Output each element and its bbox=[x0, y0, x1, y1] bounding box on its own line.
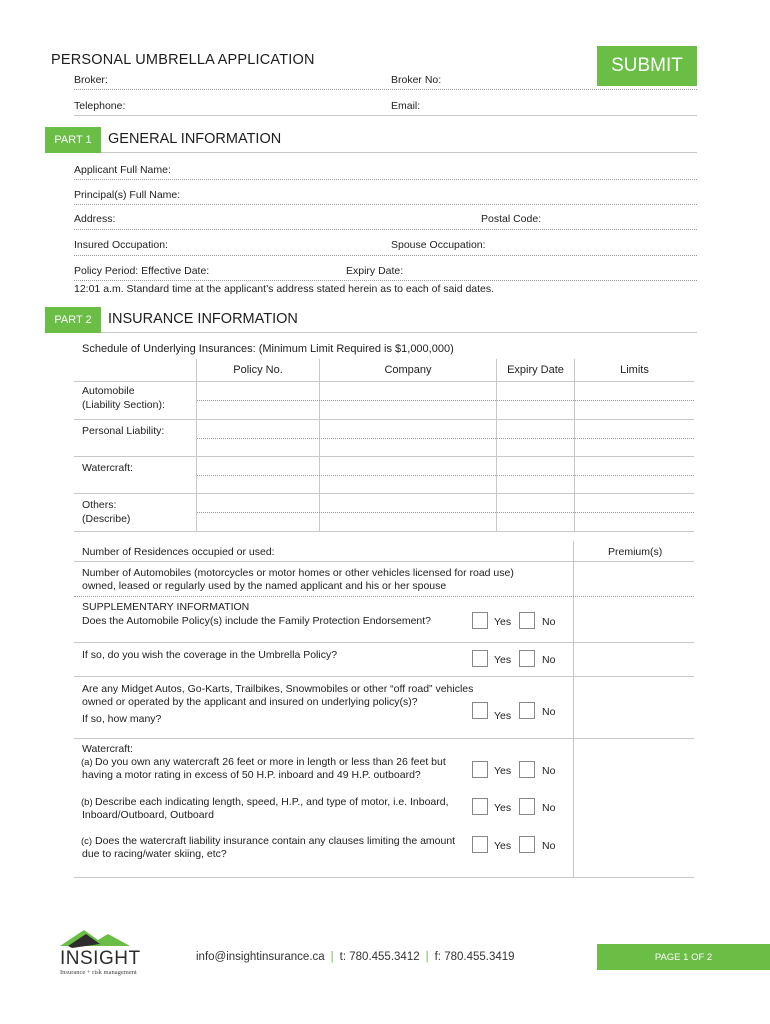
divider bbox=[197, 400, 694, 401]
question-watercraft-c-line2: due to racing/water skiing, etc? bbox=[82, 848, 227, 860]
divider bbox=[74, 531, 694, 532]
divider bbox=[74, 381, 694, 382]
part1-tab: PART 1 bbox=[45, 127, 101, 153]
divider bbox=[573, 541, 574, 878]
applicant-name-field[interactable] bbox=[172, 163, 692, 177]
separator: | bbox=[330, 951, 334, 963]
family-no-checkbox[interactable] bbox=[519, 612, 535, 629]
divider bbox=[74, 115, 697, 116]
email-field[interactable] bbox=[421, 99, 691, 113]
offroad-yes-checkbox[interactable] bbox=[472, 702, 488, 719]
offroad-no-checkbox[interactable] bbox=[519, 702, 535, 719]
no-label: No bbox=[542, 654, 556, 666]
question-watercraft-c: Does the watercraft liability insurance contain any clauses limiting the amount bbox=[95, 835, 456, 847]
no-label: No bbox=[542, 802, 556, 814]
watercraft-c-yes-checkbox[interactable] bbox=[472, 836, 488, 853]
separator: | bbox=[425, 951, 429, 963]
col-company: Company bbox=[384, 364, 432, 376]
divider bbox=[496, 359, 497, 532]
contact-fax: f: 780.455.3419 bbox=[434, 951, 515, 963]
question-watercraft-a-line2: having a motor rating in excess of 50 H.P. inboard and 49 H.P. outboard? bbox=[82, 769, 421, 781]
watercraft-a-no-checkbox[interactable] bbox=[519, 761, 535, 778]
part2-title: INSURANCE INFORMATION bbox=[108, 311, 298, 327]
yes-label: Yes bbox=[494, 840, 512, 852]
divider bbox=[319, 359, 320, 532]
part1-title: GENERAL INFORMATION bbox=[108, 131, 282, 147]
yes-label: Yes bbox=[494, 802, 512, 814]
divider bbox=[197, 512, 694, 513]
divider bbox=[574, 359, 575, 532]
logo-tagline: Insurance + risk management bbox=[60, 969, 137, 976]
address-label: Address: bbox=[74, 213, 116, 225]
row-others-label: Others: bbox=[82, 499, 117, 511]
telephone-field[interactable] bbox=[128, 99, 383, 113]
question-family-protection: Does the Automobile Policy(s) include the Family Protection Endorsement? bbox=[82, 615, 432, 627]
no-label: No bbox=[542, 616, 556, 628]
divider bbox=[197, 475, 694, 476]
watercraft-b-no-checkbox[interactable] bbox=[519, 798, 535, 815]
question-umbrella-coverage: If so, do you wish the coverage in the Umbrella Policy? bbox=[82, 649, 338, 661]
divider bbox=[74, 280, 697, 281]
family-yes-checkbox[interactable] bbox=[472, 612, 488, 629]
postal-code-label: Postal Code: bbox=[481, 213, 542, 225]
yes-label: Yes bbox=[494, 710, 512, 722]
divider bbox=[74, 419, 694, 420]
effective-date-field[interactable] bbox=[208, 264, 338, 278]
email-label: Email: bbox=[391, 100, 421, 112]
divider bbox=[74, 255, 697, 256]
contact-line bbox=[196, 951, 515, 963]
yes-label: Yes bbox=[494, 765, 512, 777]
watercraft-heading: Watercraft: bbox=[82, 743, 133, 755]
row-others-sublabel: (Describe) bbox=[82, 513, 131, 525]
spouse-occupation-label: Spouse Occupation: bbox=[391, 239, 486, 251]
col-expiry-date: Expiry Date bbox=[507, 364, 564, 376]
col-policy-no: Policy No. bbox=[233, 364, 283, 376]
row-automobile-sublabel: (Liability Section): bbox=[82, 399, 165, 411]
form-title: PERSONAL UMBRELLA APPLICATION bbox=[51, 52, 315, 68]
contact-email[interactable]: info@insightinsurance.ca bbox=[196, 951, 325, 963]
divider bbox=[74, 204, 697, 205]
residences-label: Number of Residences occupied or used: bbox=[82, 546, 275, 558]
contact-phone: t: 780.455.3412 bbox=[339, 951, 420, 963]
occupation-label: Insured Occupation: bbox=[74, 239, 168, 251]
residences-field[interactable] bbox=[285, 545, 565, 559]
divider bbox=[197, 438, 694, 439]
occupation-field[interactable] bbox=[169, 238, 383, 252]
divider bbox=[74, 877, 694, 878]
page-indicator: PAGE 1 OF 2 bbox=[597, 944, 770, 970]
divider bbox=[74, 493, 694, 494]
broker-label: Broker: bbox=[74, 74, 108, 86]
broker-no-field[interactable] bbox=[445, 73, 585, 87]
broker-field[interactable] bbox=[112, 73, 382, 87]
automobiles-sublabel: owned, leased or regularly used by the named applicant and his or her spouse bbox=[82, 580, 447, 592]
question-how-many: If so, how many? bbox=[82, 713, 162, 725]
umbrella-no-checkbox[interactable] bbox=[519, 650, 535, 667]
question-a-prefix: (a) bbox=[81, 757, 93, 768]
spouse-occupation-field[interactable] bbox=[487, 238, 692, 252]
how-many-field[interactable] bbox=[165, 712, 455, 726]
yes-label: Yes bbox=[494, 654, 512, 666]
time-note: 12:01 a.m. Standard time at the applicant’s address stated herein as to each of said dates. bbox=[74, 283, 495, 295]
schedule-label: Schedule of Underlying Insurances: (Minimum Limit Required is $1,000,000) bbox=[82, 343, 454, 355]
divider bbox=[101, 332, 697, 333]
no-label: No bbox=[542, 840, 556, 852]
row-watercraft-label: Watercraft: bbox=[82, 462, 133, 474]
automobiles-label: Number of Automobiles (motorcycles or motor homes or other vehicles licensed for road use) bbox=[82, 567, 514, 579]
telephone-label: Telephone: bbox=[74, 100, 126, 112]
divider bbox=[74, 596, 694, 597]
logo-text: INSIGHT bbox=[60, 948, 141, 969]
applicant-name-label: Applicant Full Name: bbox=[74, 164, 171, 176]
row-automobile-label: Automobile bbox=[82, 385, 135, 397]
part2-tab: PART 2 bbox=[45, 307, 101, 333]
umbrella-yes-checkbox[interactable] bbox=[472, 650, 488, 667]
divider bbox=[101, 152, 697, 153]
yes-label: Yes bbox=[494, 616, 512, 628]
divider bbox=[74, 561, 694, 562]
logo-mark-icon bbox=[60, 928, 150, 950]
divider bbox=[74, 89, 697, 90]
divider bbox=[74, 456, 694, 457]
watercraft-c-no-checkbox[interactable] bbox=[519, 836, 535, 853]
divider bbox=[196, 359, 197, 532]
postal-code-field[interactable] bbox=[542, 212, 692, 226]
watercraft-a-yes-checkbox[interactable] bbox=[472, 761, 488, 778]
question-watercraft-b: Describe each indicating length, speed, H.P., and type of motor, i.e. Inboard, bbox=[95, 796, 449, 808]
divider bbox=[74, 642, 694, 643]
question-c-prefix: (c) bbox=[81, 836, 93, 847]
expiry-date-label: Expiry Date: bbox=[346, 265, 404, 277]
divider bbox=[74, 229, 697, 230]
expiry-date-field[interactable] bbox=[404, 264, 692, 278]
broker-no-label: Broker No: bbox=[391, 74, 442, 86]
divider bbox=[74, 738, 694, 739]
col-limits: Limits bbox=[620, 364, 649, 376]
submit-button[interactable]: SUBMIT bbox=[597, 46, 697, 86]
row-personal-liability-label: Personal Liability: bbox=[82, 425, 165, 437]
principal-name-field[interactable] bbox=[177, 188, 692, 202]
policy-period-label: Policy Period: Effective Date: bbox=[74, 265, 210, 277]
no-label: No bbox=[542, 765, 556, 777]
question-watercraft-a: Do you own any watercraft 26 feet or more in length or less than 26 feet but bbox=[95, 756, 446, 768]
question-watercraft-b-line2: Inboard/Outboard, Outboard bbox=[82, 809, 214, 821]
divider bbox=[74, 179, 697, 180]
address-field[interactable] bbox=[117, 212, 472, 226]
divider bbox=[74, 676, 694, 677]
supplementary-heading: SUPPLEMENTARY INFORMATION bbox=[82, 601, 250, 613]
watercraft-b-yes-checkbox[interactable] bbox=[472, 798, 488, 815]
premium-label: Premium(s) bbox=[608, 546, 663, 558]
question-off-road-line2: owned or operated by the applicant and insured on underlying policy(s)? bbox=[82, 696, 418, 708]
question-b-prefix: (b) bbox=[81, 797, 93, 808]
question-off-road: Are any Midget Autos, Go-Karts, Trailbikes, Snowmobiles or other “off road” vehicles bbox=[82, 683, 474, 695]
no-label: No bbox=[542, 706, 556, 718]
principal-name-label: Principal(s) Full Name: bbox=[74, 189, 181, 201]
